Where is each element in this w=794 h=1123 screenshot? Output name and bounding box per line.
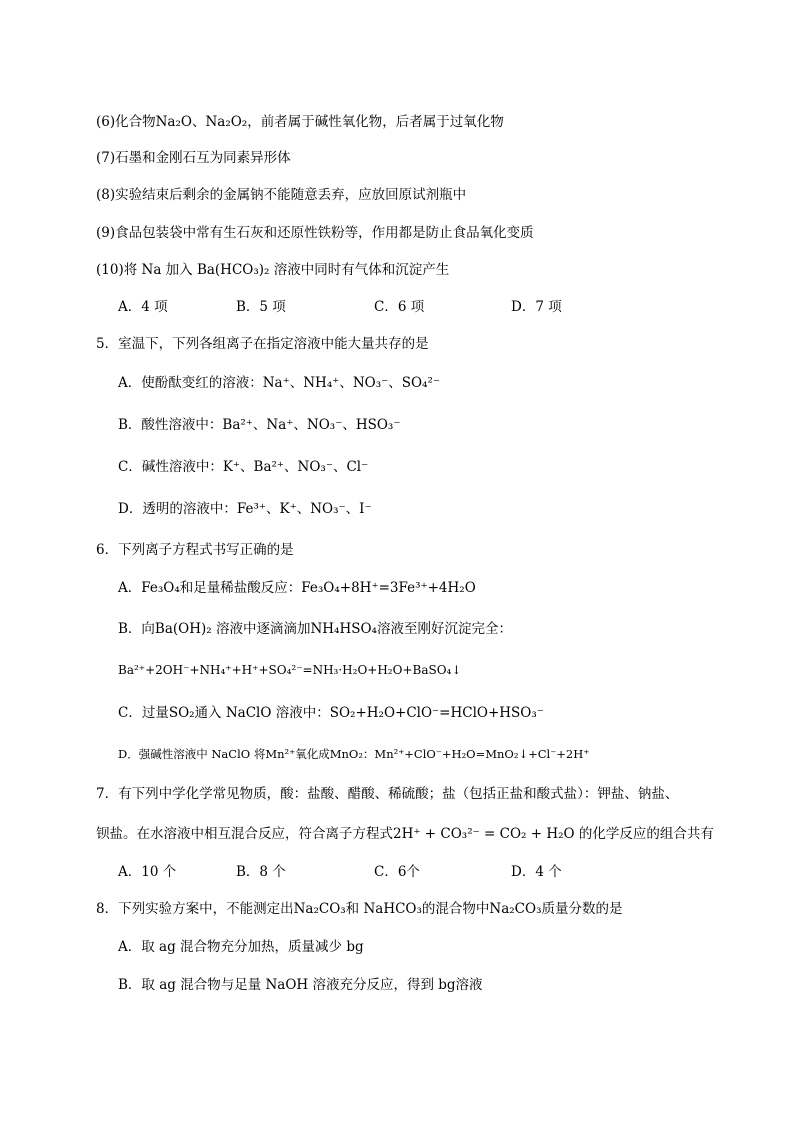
q4-option-a[interactable]: A．4 项 [118,299,168,315]
q5-option-d[interactable]: D．透明的溶液中：Fe³⁺、K⁺、NO₃⁻、I⁻ [118,501,372,517]
q6-option-d[interactable]: D．强碱性溶液中 NaClO 将Mn²⁺氧化成MnO₂：Mn²⁺+ClO⁻+H₂O=MnO₂↓+Cl⁻+2H⁺ [118,747,590,761]
statement-6: (6)化合物Na₂O、Na₂O₂，前者属于碱性氧化物，后者属于过氧化物 [96,114,504,130]
statement-9: (9)食品包装袋中常有生石灰和还原性铁粉等，作用都是防止食品氧化变质 [96,225,534,241]
q4-option-d[interactable]: D．7 项 [511,299,562,315]
q8-stem: 8．下列实验方案中，不能测定出Na₂CO₃和 NaHCO₃的混合物中Na₂CO₃质量分数的是 [96,901,623,917]
q6-option-b[interactable]: B．向Ba(OH)₂ 溶液中逐滴滴加NH₄HSO₄溶液至刚好沉淀完全： [118,621,512,637]
q4-option-c[interactable]: C．6 项 [374,299,425,315]
q5-option-a[interactable]: A．使酚酞变红的溶液：Na⁺、NH₄⁺、NO₃⁻、SO₄²⁻ [118,375,441,391]
q7-option-c[interactable]: C．6个 [374,864,420,880]
statement-10: (10)将 Na 加入 Ba(HCO₃)₂ 溶液中同时有气体和沉淀产生 [96,262,450,278]
q8-option-a[interactable]: A．取 ag 混合物充分加热，质量减少 bg [118,939,364,955]
q5-stem: 5．室温下，下列各组离子在指定溶液中能大量共存的是 [96,336,429,352]
q4-option-b[interactable]: B．5 项 [236,299,286,315]
q7-option-b[interactable]: B．8 个 [236,864,286,880]
q5-option-b[interactable]: B．酸性溶液中：Ba²⁺、Na⁺、NO₃⁻、HSO₃⁻ [118,417,401,433]
statement-7: (7)石墨和金刚石互为同素异形体 [96,150,291,166]
q6-option-b-equation: Ba²⁺+2OH⁻+NH₄⁺+H⁺+SO₄²⁻=NH₃·H₂O+H₂O+BaSO₄↓ [118,663,462,677]
q7-option-a[interactable]: A．10 个 [118,864,177,880]
q7-stem-line2: 钡盐。在水溶液中相互混合反应，符合离子方程式2H⁺ + CO₃²⁻ = CO₂ + H₂O 的化学反应的组合共有 [96,826,714,842]
q5-option-c[interactable]: C．碱性溶液中：K⁺、Ba²⁺、NO₃⁻、Cl⁻ [118,459,369,475]
q7-stem-line1: 7．有下列中学化学常见物质，酸：盐酸、醋酸、稀硫酸；盐（包括正盐和酸式盐）：钾盐、钠盐、 [96,786,679,802]
q6-option-a[interactable]: A．Fe₃O₄和足量稀盐酸反应：Fe₃O₄+8H⁺=3Fe³⁺+4H₂O [118,580,476,596]
q7-option-d[interactable]: D．4 个 [511,864,562,880]
q8-option-b[interactable]: B．取 ag 混合物与足量 NaOH 溶液充分反应，得到 bg溶液 [118,977,483,993]
q6-option-c[interactable]: C．过量SO₂通入 NaClO 溶液中：SO₂+H₂O+ClO⁻=HClO+HSO₃⁻ [118,705,544,721]
q6-stem: 6．下列离子方程式书写正确的是 [96,542,294,558]
statement-8: (8)实验结束后剩余的金属钠不能随意丢弃，应放回原试剂瓶中 [96,187,467,203]
